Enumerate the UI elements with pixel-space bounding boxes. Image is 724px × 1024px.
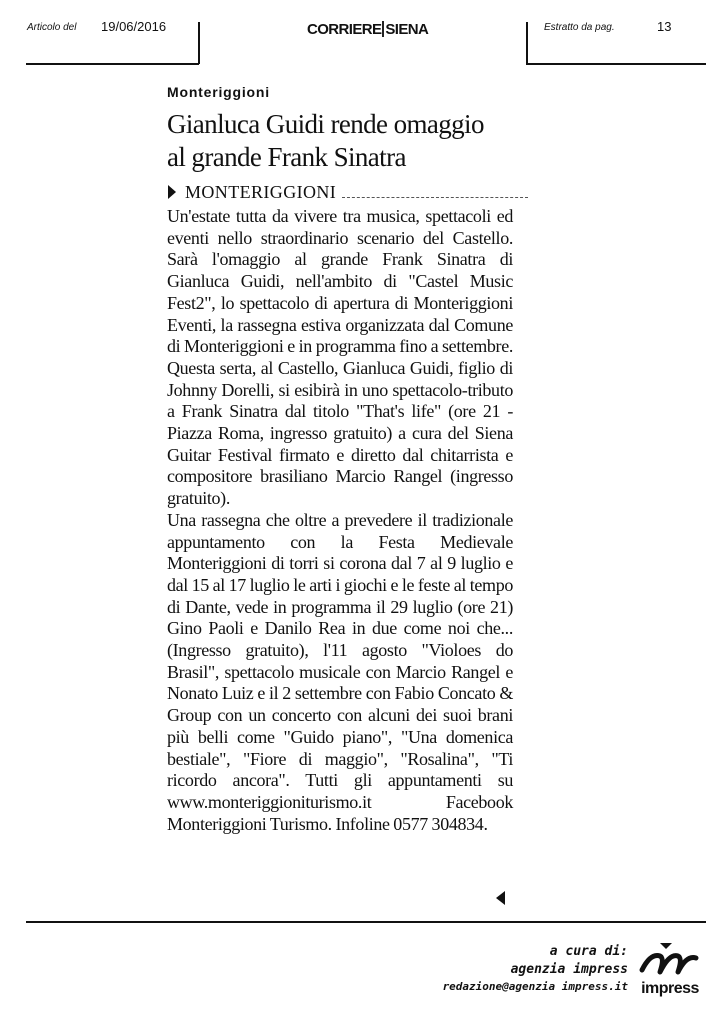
impress-logo-text: impress (641, 980, 699, 997)
footer-rule (26, 921, 706, 923)
dateline-rule (342, 197, 528, 198)
header-divider-right (526, 22, 528, 64)
extract-page-label: Estratto da pag. (544, 22, 615, 33)
header-rule-left (26, 63, 199, 65)
headline-line-2: al grande Frank Sinatra (167, 142, 406, 172)
dateline-place: MONTERIGGIONI (185, 181, 337, 202)
dateline-arrow-icon (168, 185, 176, 199)
header-rule-right (526, 63, 706, 65)
article-date-label: Articolo del (27, 22, 77, 33)
impress-logo-mark-icon (638, 940, 700, 980)
article-body (167, 206, 513, 835)
article-paragraph-1: Un'estate tutta da vivere tra musica, spettacoli ed eventi nello straordinario scenario del Castello. Sarà l'omaggio al grande Frank Sinatra di Gianluca Guidi, nell'ambito di "Castel Music Fest2", lo spettacolo di apertura di Monteriggioni Eventi, la rassegna estiva organizzata dal Comune di Monteriggioni e in programma fino a settembre. Questa serta, al Castello, Gianluca Guidi, figlio di Johnny Dorelli, si esibirà in uno spettacolo-tributo a Frank Sinatra dal titolo "That's life" (ore 21 - Piazza Roma, ingresso gratuito) a cura del Siena Guitar Festival firmato e diretto dal chitarrista e compositore brasiliano Marcio Rangel (ingresso gratuito). (167, 206, 513, 509)
article-paragraph-2: Una rassegna che oltre a prevedere il tradizionale appuntamento con la Festa Medievale Monteriggioni di torri si corona dal 7 al 9 luglio e dal 15 al 17 luglio le arti i giochi e le feste al tempo di Dante, vede in programma il 29 luglio (ore 21) Gino Paoli e Danilo Rea in due come noi che... (Ingresso gratuito), l'11 agosto "Violoes do Brasil", spettacolo musicale con Marcio Rangel e Nonato Luiz e il 2 settembre con Fabio Concato & Group con un concerto con alcuni dei suoi brani più belli come "Guido piano", "Una domenica bestiale", "Fiore di maggio", "Rosalina", "Ti ricordo ancora". Tutti gli appuntamenti su www.monteriggioniturismo.it Facebook Monteriggioni Turismo. Infoline 0577 304834. (167, 509, 513, 834)
dateline (168, 181, 528, 203)
extract-page-number: 13 (657, 19, 672, 34)
newspaper-masthead (307, 17, 429, 41)
article-headline (167, 108, 529, 174)
article-date: 19/06/2016 (101, 19, 167, 34)
header-divider-left (198, 22, 200, 64)
end-of-article-icon (496, 891, 505, 905)
masthead-right: SIENA (385, 20, 429, 38)
credit-agency: agenzia impress (510, 962, 628, 977)
credit-email: redazione@agenzia impress.it (442, 980, 628, 993)
headline-line-1: Gianluca Guidi rende omaggio (167, 109, 484, 139)
section-label: Monteriggioni (167, 84, 270, 100)
impress-logo (634, 940, 706, 1002)
masthead-left: CORRIERE (307, 20, 382, 38)
clipping-header (0, 0, 724, 72)
credit-line-1: a cura di: (549, 944, 628, 959)
masthead-emblem-icon (382, 21, 384, 37)
